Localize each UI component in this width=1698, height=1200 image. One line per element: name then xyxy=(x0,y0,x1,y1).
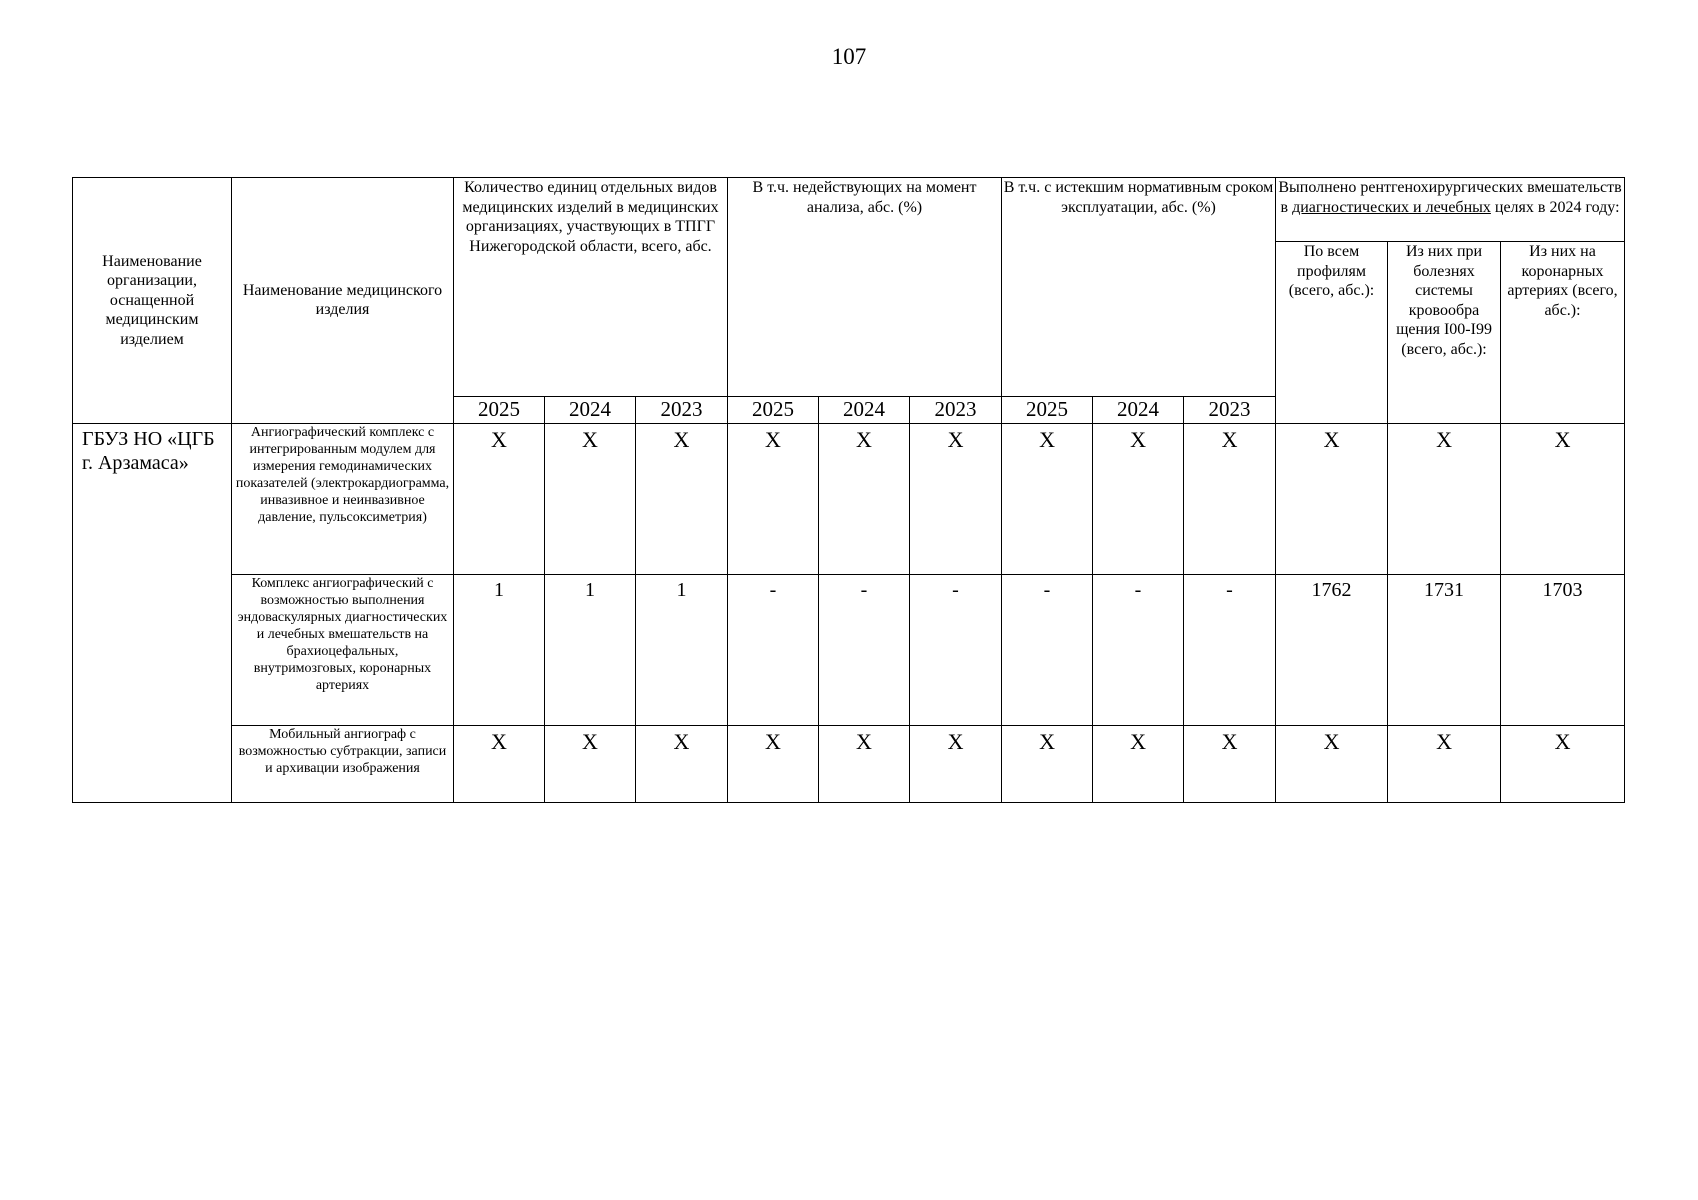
value-cell: X xyxy=(636,725,728,802)
table-row xyxy=(73,423,1625,574)
value-cell: 1762 xyxy=(1276,574,1388,725)
value-cell: X xyxy=(1388,725,1501,802)
value-cell: X xyxy=(819,423,910,574)
value-cell: X xyxy=(819,725,910,802)
header-sub-all-profiles: По всем профилям (всего, абс.): xyxy=(1276,242,1388,424)
value-cell: 1 xyxy=(545,574,636,725)
value-cell: - xyxy=(728,574,819,725)
header-device-name: Наименование медицинского изделия xyxy=(232,178,454,424)
year-header: 2025 xyxy=(454,397,545,424)
value-cell: X xyxy=(1184,725,1276,802)
header-group-inactive: В т.ч. недействующих на момент анализа, абс. (%) xyxy=(728,178,1002,397)
value-cell: X xyxy=(1184,423,1276,574)
table-row xyxy=(73,574,1625,725)
organization-name: ГБУЗ НО «ЦГБ г. Арзамаса» xyxy=(73,423,232,802)
header-group-performed xyxy=(1276,178,1625,242)
value-cell: - xyxy=(1093,574,1184,725)
header-performed-underlined: диагностических и лечебных xyxy=(1292,198,1491,216)
value-cell: X xyxy=(910,423,1002,574)
value-cell: X xyxy=(1276,423,1388,574)
value-cell: X xyxy=(728,423,819,574)
value-cell: X xyxy=(1388,423,1501,574)
value-cell: 1703 xyxy=(1501,574,1625,725)
year-header: 2023 xyxy=(910,397,1002,424)
value-cell: 1731 xyxy=(1388,574,1501,725)
year-header: 2024 xyxy=(1093,397,1184,424)
value-cell: X xyxy=(454,423,545,574)
year-header: 2023 xyxy=(636,397,728,424)
header-performed-suffix: целях в 2024 году: xyxy=(1494,198,1620,216)
year-header: 2025 xyxy=(728,397,819,424)
device-name-cell: Ангиографический комплекс с интегрированным модулем для измерения гемодинамических показателей (электрокардиограмма, инвазивное и неинвазивное давление, пульсоксиметрия) xyxy=(232,423,454,574)
equipment-table xyxy=(72,177,1625,803)
value-cell: X xyxy=(636,423,728,574)
value-cell: X xyxy=(1093,423,1184,574)
year-header: 2023 xyxy=(1184,397,1276,424)
device-name-cell: Мобильный ангиограф с возможностью субтракции, записи и архивации изображения xyxy=(232,725,454,802)
header-sub-coronary: Из них на коронарных артериях (всего, абс.): xyxy=(1501,242,1625,424)
value-cell: 1 xyxy=(454,574,545,725)
value-cell: X xyxy=(1002,725,1093,802)
header-performed-prefix: Выполнено рентгенохирургических вмешательств в xyxy=(1278,179,1622,216)
page-number: 107 xyxy=(831,44,867,69)
value-cell: X xyxy=(910,725,1002,802)
value-cell: X xyxy=(1501,423,1625,574)
value-cell: X xyxy=(1501,725,1625,802)
year-header: 2024 xyxy=(819,397,910,424)
year-header: 2025 xyxy=(1002,397,1093,424)
value-cell: - xyxy=(910,574,1002,725)
device-name-cell: Комплекс ангиографический с возможностью выполнения эндоваскулярных диагностических и лечебных вмешательств на брахиоцефальных, внутримозговых, коронарных артериях xyxy=(232,574,454,725)
value-cell: X xyxy=(454,725,545,802)
value-cell: X xyxy=(545,725,636,802)
header-group-count: Количество единиц отдельных видов медицинских изделий в медицинских организациях, участвующих в ТПГГ Нижегородской области, всего, абс. xyxy=(454,178,728,397)
value-cell: 1 xyxy=(636,574,728,725)
value-cell: X xyxy=(1093,725,1184,802)
header-org-name: Наименование организации, оснащенной медицинским изделием xyxy=(73,178,232,424)
value-cell: X xyxy=(545,423,636,574)
table-row xyxy=(73,725,1625,802)
value-cell: X xyxy=(1276,725,1388,802)
header-sub-circulatory: Из них при болезнях системы кровообра щения I00-I99 (всего, абс.): xyxy=(1388,242,1501,424)
value-cell: X xyxy=(1002,423,1093,574)
value-cell: - xyxy=(1002,574,1093,725)
value-cell: - xyxy=(1184,574,1276,725)
header-group-expired: В т.ч. с истекшим нормативным сроком эксплуатации, абс. (%) xyxy=(1002,178,1276,397)
year-header: 2024 xyxy=(545,397,636,424)
value-cell: - xyxy=(819,574,910,725)
value-cell: X xyxy=(728,725,819,802)
